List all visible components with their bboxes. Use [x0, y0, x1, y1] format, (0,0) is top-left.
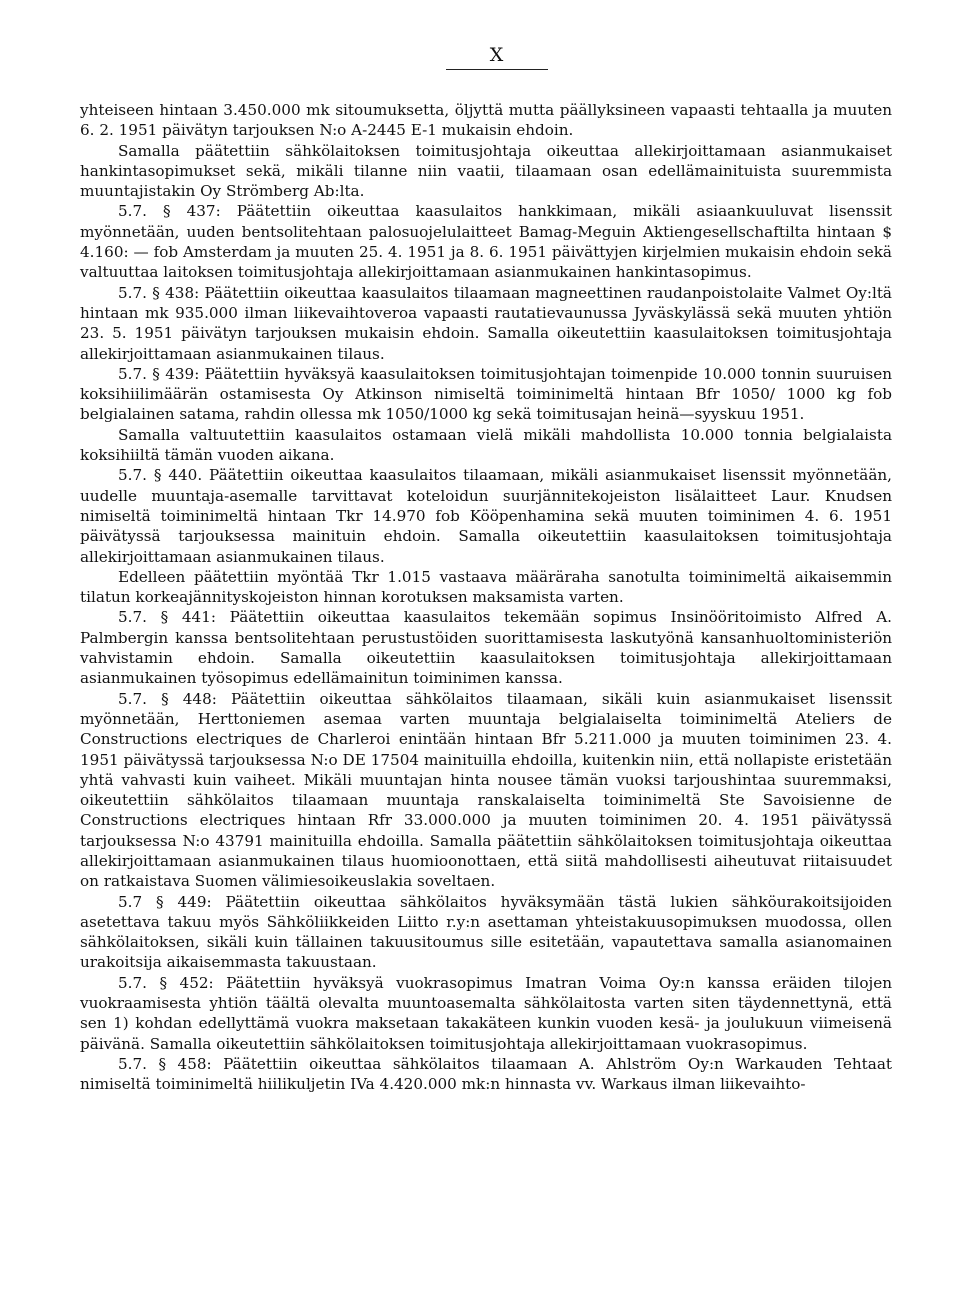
paragraph-section-458: 5.7. § 458: Päätettiin oikeuttaa sähkölaitos tilaamaan A. Ahlström Oy:n Warkauden Tehtaat nimiseltä toiminimeltä hiilikuljetin IVa 4.420.000 mk:n hinnasta vv. Warkaus ilman liikevaihto-	[80, 1054, 892, 1094]
page-header	[80, 38, 892, 90]
body-text	[80, 100, 892, 1095]
paragraph-section-438: 5.7. § 438: Päätettiin oikeuttaa kaasulaitos tilaamaan magneettinen raudanpoistolaite Valmet Oy:ltä hintaan mk 935.000 ilman liikevaihtoveroa vapaasti rautatievaunussa Jyväskylässä sekä muuten yhtiön 23. 5. 1951 päivätyn tarjouksen mukaisin ehdoin. Samalla oikeutettiin kaasulaitoksen toimitusjohtaja allekirjoittamaan asianmukainen tilaus.	[80, 283, 892, 363]
paragraph-section-452: 5.7. § 452: Päätettiin hyväksyä vuokrasopimus Imatran Voima Oy:n kanssa eräiden tilojen vuokraamisesta yhtiön täältä olevalta muuntoasemalta sähkölaitosta varten siten täydennettynä, että sen 1) kohdan edellyttämä vuokra maksetaan takakäteen kunkin vuoden kesä- ja joulukuun viimeisenä päivänä. Samalla oikeutettiin sähkölaitoksen toimitusjohtaja allekirjoittamaan vuokrasopimus.	[80, 973, 892, 1053]
paragraph-section-437: 5.7. § 437: Päätettiin oikeuttaa kaasulaitos hankkimaan, mikäli asiaankuuluvat lisenssit myönnetään, uuden bentsolitehtaan palosuojelulaitteet Bamag-Meguin Aktiengesellschaftilta hintaan $ 4.160: — fob Amsterdam ja muuten 25. 4. 1951 ja 8. 6. 1951 päivättyjen kirjelmien mukaisin ehdoin sekä valtuuttaa laitoksen toimitusjohtaja allekirjoittamaan asianmukainen hankintasopimus.	[80, 202, 892, 282]
paragraph-section-449: 5.7 § 449: Päätettiin oikeuttaa sähkölaitos hyväksymään tästä lukien sähköurakoitsijoiden asetettava takuu myös Sähköliikkeiden Liitto r.y:n asettaman yhteistakuusopimuksen muodossa, ollen sähkölaitoksen, sikäli kuin tällainen takuusitoumus sille esitetään, vapautettava samalla asianomainen urakoitsija aikaisemmasta takuustaan.	[80, 892, 892, 972]
paragraph-section-441: 5.7. § 441: Päätettiin oikeuttaa kaasulaitos tekemään sopimus Insinööritoimisto Alfred A. Palmbergin kanssa bentsolitehtaan perustustöiden suorittamisesta laskutyönä kansanhuoltoministeriön vahvistamin ehdoin. Samalla oikeutettiin kaasulaitoksen toimitusjohtaja allekirjoittamaan asianmukainen työsopimus edellämainitun toiminimen kanssa.	[80, 608, 892, 688]
page-number-underline	[446, 69, 548, 70]
paragraph-coal-purchase: Samalla valtuutettiin kaasulaitos ostamaan vielä mikäli mahdollista 10.000 tonnia belgialaista koksihiiltä tämän vuoden aikana.	[80, 425, 892, 465]
paragraph-section-439: 5.7. § 439: Päätettiin hyväksyä kaasulaitoksen toimitusjohtajan toimenpide 10.000 tonnin suuruisen koksihiilimäärän ostamisesta Oy Atkinson nimiseltä toiminimeltä hintaan Bfr 1050/ 1000 kg fob belgialainen satama, rahdin ollessa mk 1050/1000 kg sekä toimitusajan heinä—syyskuu 1951.	[80, 364, 892, 424]
page-number: X	[489, 44, 505, 66]
paragraph-continuation: yhteiseen hintaan 3.450.000 mk sitoumuksetta, öljyttä mutta päällyksineen vapaasti tehtaalla ja muuten 6. 2. 1951 päivätyn tarjouksen N:o A-2445 E-1 mukaisin ehdoin.	[80, 101, 892, 140]
paragraph-stromberg-authorization: Samalla päätettiin sähkölaitoksen toimitusjohtaja oikeuttaa allekirjoittamaan asianmukaiset hankintasopimukset sekä, mikäli tilanne niin vaatii, tilaamaan osan edellämainituista suuremmista muuntajistakin Oy Strömberg Ab:lta.	[80, 141, 892, 201]
paragraph-section-440: 5.7. § 440. Päätettiin oikeuttaa kaasulaitos tilaamaan, mikäli asianmukaiset lisenssit myönnetään, uudelle muuntaja-asemalle tarvittavat koteloidun suurjännitekojeiston lisälaitteet Laur. Knudsen nimiseltä toiminimeltä hintaan Tkr 14.970 fob Kööpenhamina sekä muuten toiminimen 4. 6. 1951 päivätyssä tarjouksessa mainituin ehdoin. Samalla oikeutettiin kaasulaitoksen toimitusjohtaja allekirjoittamaan asianmukainen tilaus.	[80, 466, 892, 566]
paragraph-appropriation: Edelleen päätettiin myöntää Tkr 1.015 vastaava määräraha sanotulta toiminimeltä aikaisemmin tilatun korkeajännityskojeiston hinnan korotuksen maksamista varten.	[80, 567, 892, 607]
paragraph-section-448: 5.7. § 448: Päätettiin oikeuttaa sähkölaitos tilaamaan, sikäli kuin asianmukaiset lisenssit myönnetään, Herttoniemen asemaa varten muuntaja belgialaiselta toiminimeltä Ateliers de Constructions electriques de Charleroi enintään hintaan Bfr 5.211.000 ja muuten toiminimen 23. 4. 1951 päivätyssä tarjouksessa N:o DE 17504 mainituilla ehdoilla, kuitenkin niin, että nollapiste eristetään yhtä vahvasti kuin vaiheet. Mikäli muuntajan hinta nousee tämän vuoksi tarjoushintaa suuremmaksi, oikeutettiin sähkölaitos tilaamaan muuntaja ranskalaiselta toiminimeltä Ste Savoisienne de Constructions electriques hintaan Rfr 33.000.000 ja muuten toiminimen 20. 4. 1951 päivätyssä tarjouksessa N:o 43791 mainituilla ehdoilla. Samalla päätettiin sähkölaitoksen toimitusjohtaja oikeuttaa allekirjoittamaan asianmukainen tilaus huomioonottaen, että siitä mahdollisesti aiheutuvat riitaisuudet on ratkaistava Suomen välimiesoikeuslakia soveltaen.	[80, 689, 892, 891]
